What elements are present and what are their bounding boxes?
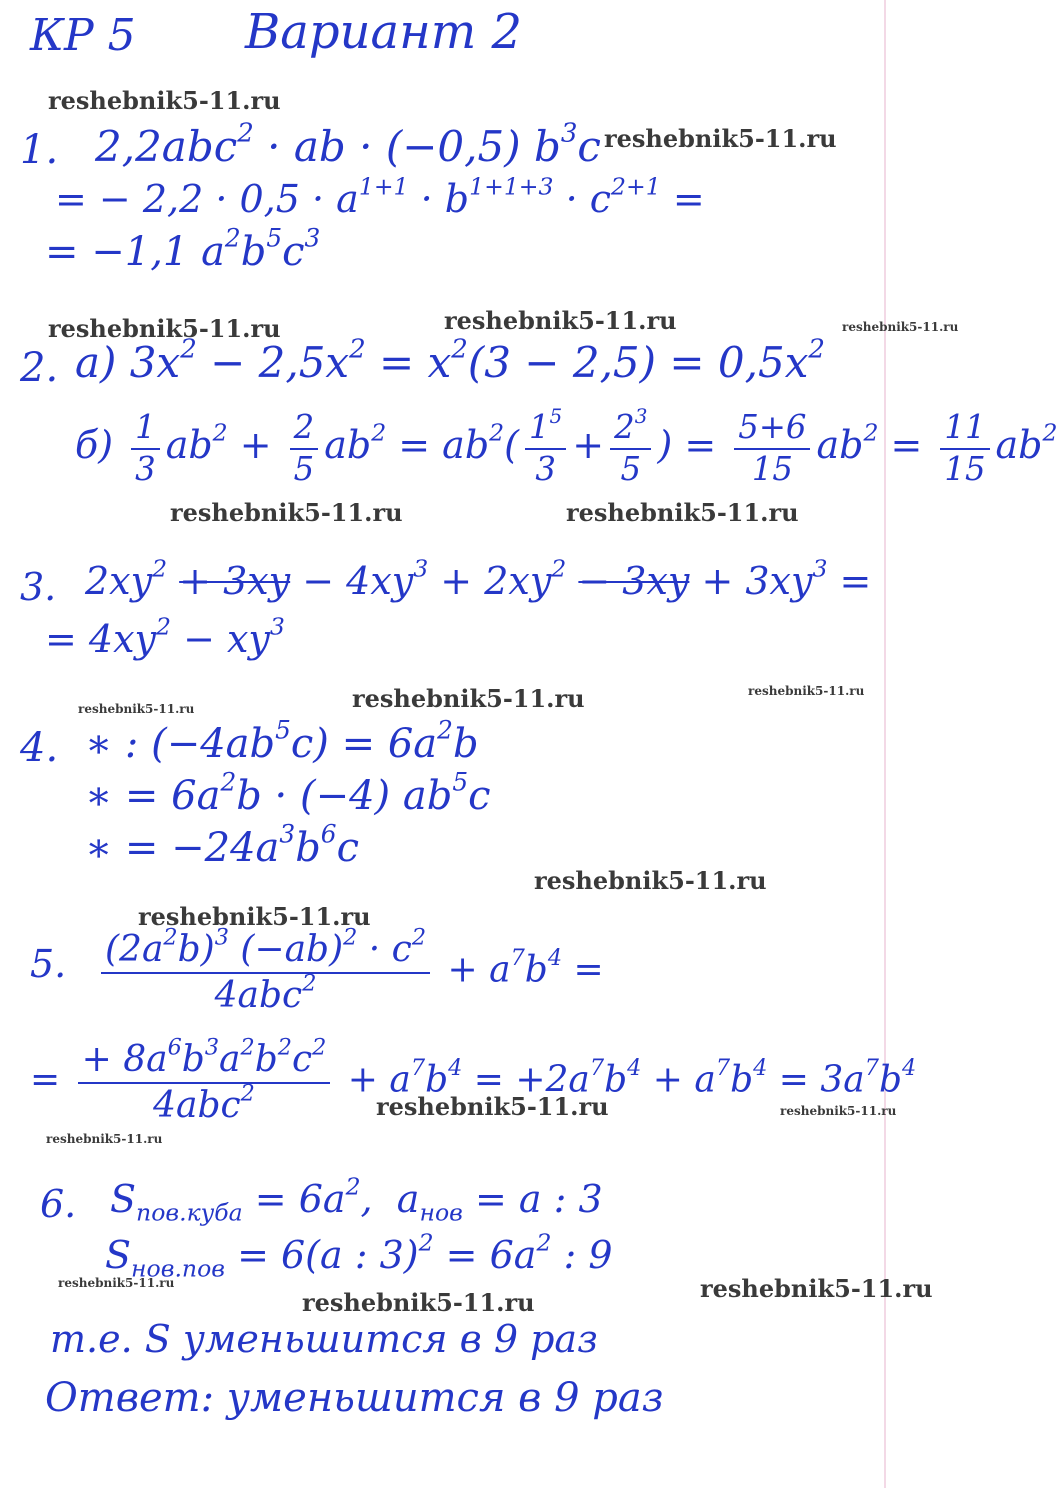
task3-line1: $2xy^2 + 3xy - 4xy^3 + 2xy^2 - 3xy + 3xy^3$ = <box>85 554 872 603</box>
fraction-result: $\frac{11}{15}$ <box>940 410 989 487</box>
task6-line1: $S_{пов.куба} = 6a^2$, $a_{нов} = a$ : 3 <box>110 1172 603 1227</box>
task2-number: 2. <box>20 345 59 391</box>
watermark: reshebnik5-11.ru <box>48 86 281 115</box>
task6-line3: т.е. S уменьшится в 9 раз <box>50 1317 598 1361</box>
task4-line3: ∗ = $-24a^3b^6c$ <box>85 819 359 871</box>
watermark: reshebnik5-11.ru <box>78 702 195 716</box>
fraction-sum: $\frac{5+6}{15}$ <box>734 410 810 487</box>
task6-line2: $S_{нов.пов} = 6(a$ : $3)^2 = 6a^2$ : 9 <box>105 1228 613 1283</box>
task4-line2: ∗ = $6a^2b \cdot (-4)$ $ab^5c$ <box>85 767 491 819</box>
watermark: reshebnik5-11.ru <box>700 1274 933 1303</box>
task4-number: 4. <box>20 725 59 771</box>
task2-part-a: а) $3x^2 - 2,5x^2 = x^2(3 - 2,5) = 0,5x^2$ <box>75 334 825 387</box>
watermark: reshebnik5-11.ru <box>566 498 799 527</box>
watermark: reshebnik5-11.ru <box>58 1276 175 1290</box>
variant-heading: Вариант 2 <box>245 4 523 60</box>
task5-fraction-1: $\frac{(2a^2b)^3 (-ab)^2 \cdot c^2}{4abc^2}$ <box>101 930 430 1015</box>
task3-number: 3. <box>20 565 57 609</box>
notebook-margin-line <box>884 0 886 1488</box>
task5-line2: = $\frac{+ 8a^6b^3a^2b^2c^2}{4abc^2}$ + $a^7b^4 = +2a^7b^4 + a^7b^4 = 3a^7b^4$ <box>30 1034 917 1126</box>
watermark: reshebnik5-11.ru <box>604 124 837 153</box>
fraction-two-fifths: $\frac{2}{5}$ <box>290 410 319 487</box>
watermark: reshebnik5-11.ru <box>780 1104 897 1118</box>
task1-line1: 2,2abc$^2$ · ab · (−0,5) $b^3c$ <box>95 118 601 171</box>
watermark: reshebnik5-11.ru <box>48 314 281 343</box>
fraction-two-fifths-b: $\frac{2^3}{5}$ <box>610 410 651 487</box>
task1-line3: = −1,1 $a^2b^5c^3$ <box>45 223 321 275</box>
task1-line2: = − $2,2 \cdot 0,5 \cdot a^{1+1} \cdot b^{1+1+3} \cdot c^{2+1}$ = <box>55 172 705 221</box>
task6-answer: Ответ: уменьшится в 9 раз <box>45 1375 664 1421</box>
task5-number: 5. <box>30 942 67 986</box>
task6-number: 6. <box>40 1182 77 1226</box>
watermark: reshebnik5-11.ru <box>534 866 767 895</box>
watermark: reshebnik5-11.ru <box>138 902 371 931</box>
watermark: reshebnik5-11.ru <box>444 306 677 335</box>
page-title: КР 5 <box>30 10 136 61</box>
task1-number: 1. <box>20 127 59 173</box>
watermark: reshebnik5-11.ru <box>842 320 959 334</box>
task5-fraction-2: $\frac{+ 8a^6b^3a^2b^2c^2}{4abc^2}$ <box>78 1040 331 1125</box>
watermark: reshebnik5-11.ru <box>302 1288 535 1317</box>
watermark: reshebnik5-11.ru <box>46 1132 163 1146</box>
watermark: reshebnik5-11.ru <box>170 498 403 527</box>
task2-part-b: б) $\frac{1}{3}$ $ab^2$ + $\frac{2}{5}$ $ab^2 = ab^2$( $\frac{1^5}{3}$ + $\frac{2^3}{5}$ ) = $\frac{5+6}{15}$ $ab^2$ = $\frac{11}{15}$ $ab^2$ <box>75 403 1058 488</box>
watermark: reshebnik5-11.ru <box>352 684 585 713</box>
watermark: reshebnik5-11.ru <box>376 1092 609 1121</box>
task5-line1: $\frac{(2a^2b)^3 (-ab)^2 \cdot c^2}{4abc^2}$ + $a^7b^4$ = <box>95 930 604 1015</box>
task4-line1: ∗ : $(-4ab^5c) = 6a^2b$ <box>85 715 479 767</box>
task3-line2: = $4xy^2 - xy^3$ <box>45 612 285 661</box>
task2-part-b-label: б) <box>75 423 114 468</box>
fraction-one-third: $\frac{1}{3}$ <box>131 410 160 487</box>
fraction-one-third-b: $\frac{1^5}{3}$ <box>525 410 566 487</box>
watermark: reshebnik5-11.ru <box>748 684 865 698</box>
